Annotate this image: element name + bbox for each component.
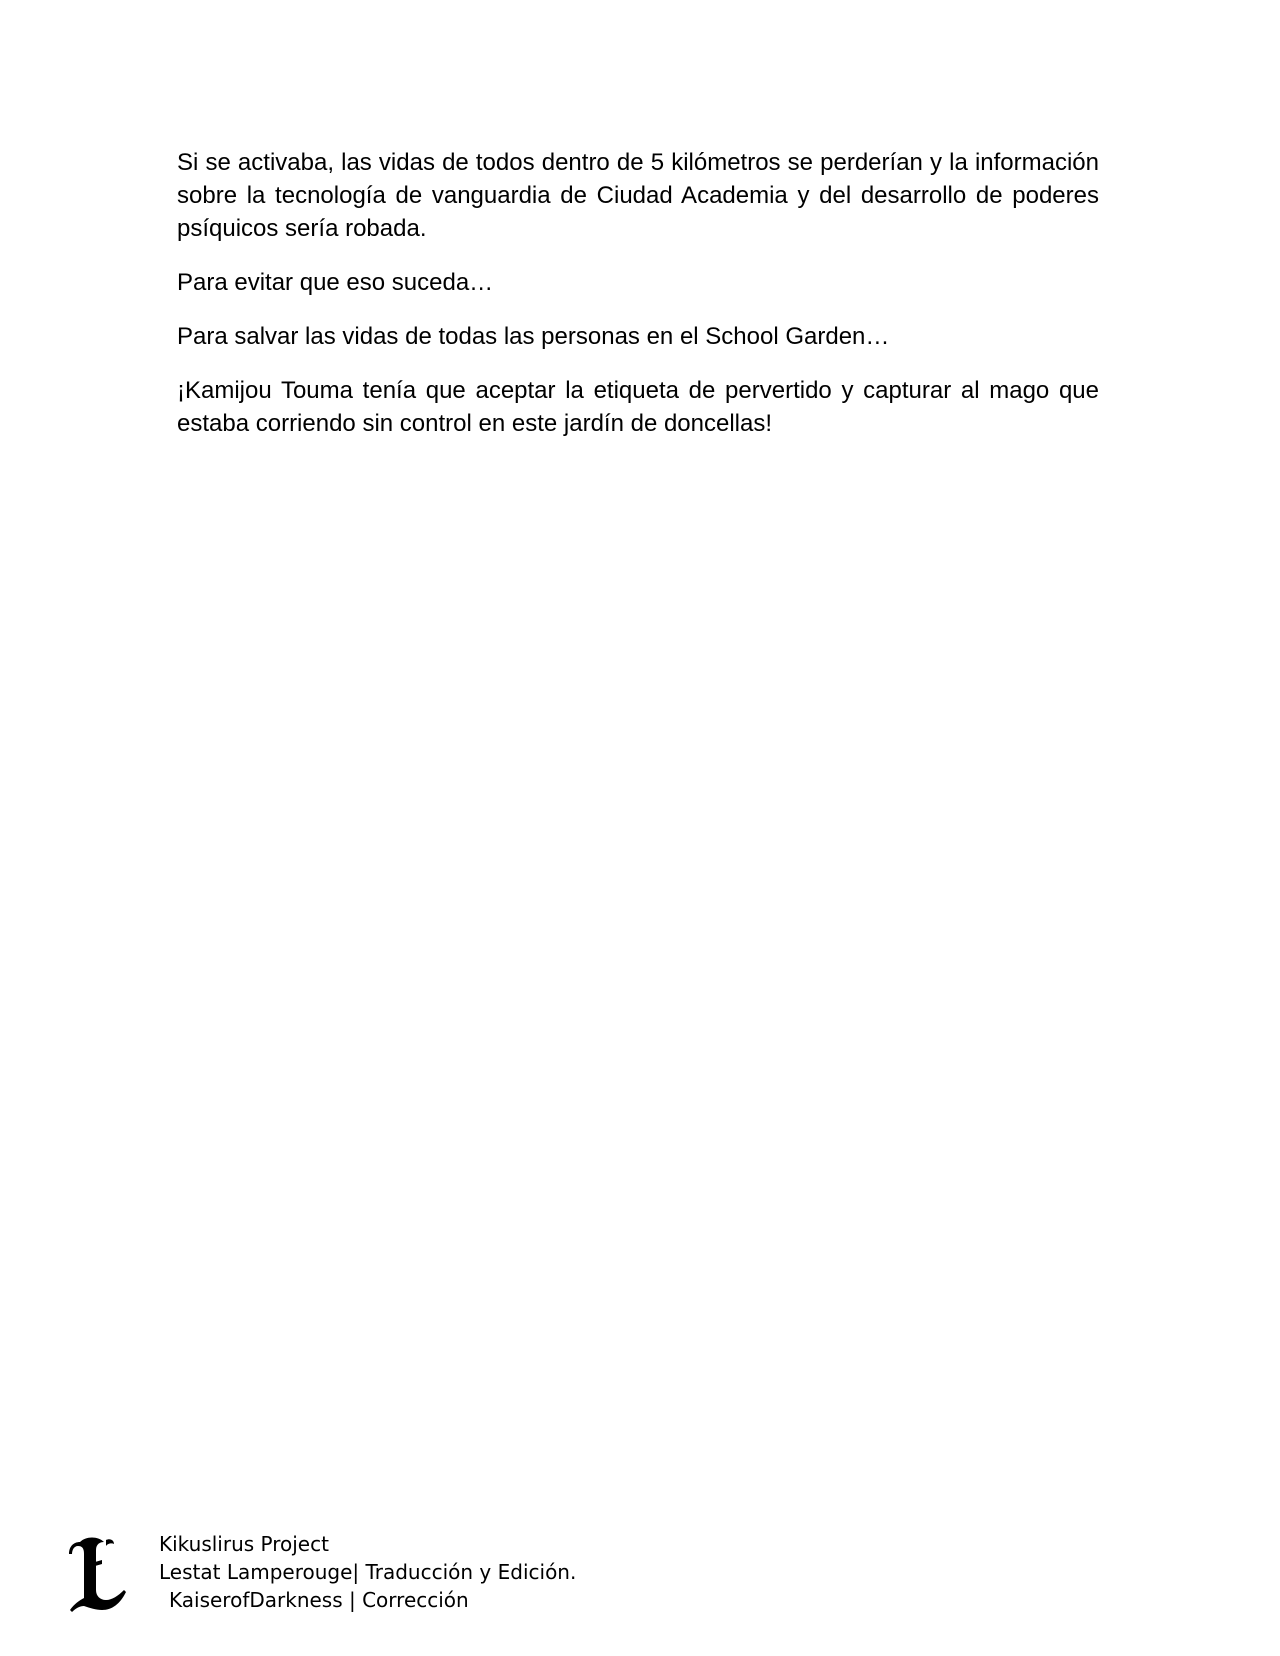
credit-editor: KaiserofDarkness | Corrección <box>169 1588 469 1612</box>
paragraph-1: Si se activaba, las vidas de todos dentro de 5 kilómetros se perderían y la información sobre la tecnología de vanguardia de Ciudad Academia y del desarrollo de poderes psíquicos sería robada. <box>177 149 1099 242</box>
gothic-letter-l-logo-icon <box>66 1534 130 1614</box>
credits-block <box>159 1530 576 1614</box>
document-body <box>177 146 1099 461</box>
paragraph-2: Para evitar que eso suceda… <box>177 269 494 296</box>
page-footer <box>60 1530 660 1630</box>
credit-project: Kikuslirus Project <box>159 1532 329 1556</box>
paragraph-3: Para salvar las vidas de todas las personas en el School Garden… <box>177 323 890 350</box>
credit-translator: Lestat Lamperouge| Traducción y Edición. <box>159 1560 577 1584</box>
paragraph-4: ¡Kamijou Touma tenía que aceptar la etiqueta de pervertido y capturar al mago que estaba corriendo sin control en este jardín de doncellas! <box>177 377 1099 437</box>
